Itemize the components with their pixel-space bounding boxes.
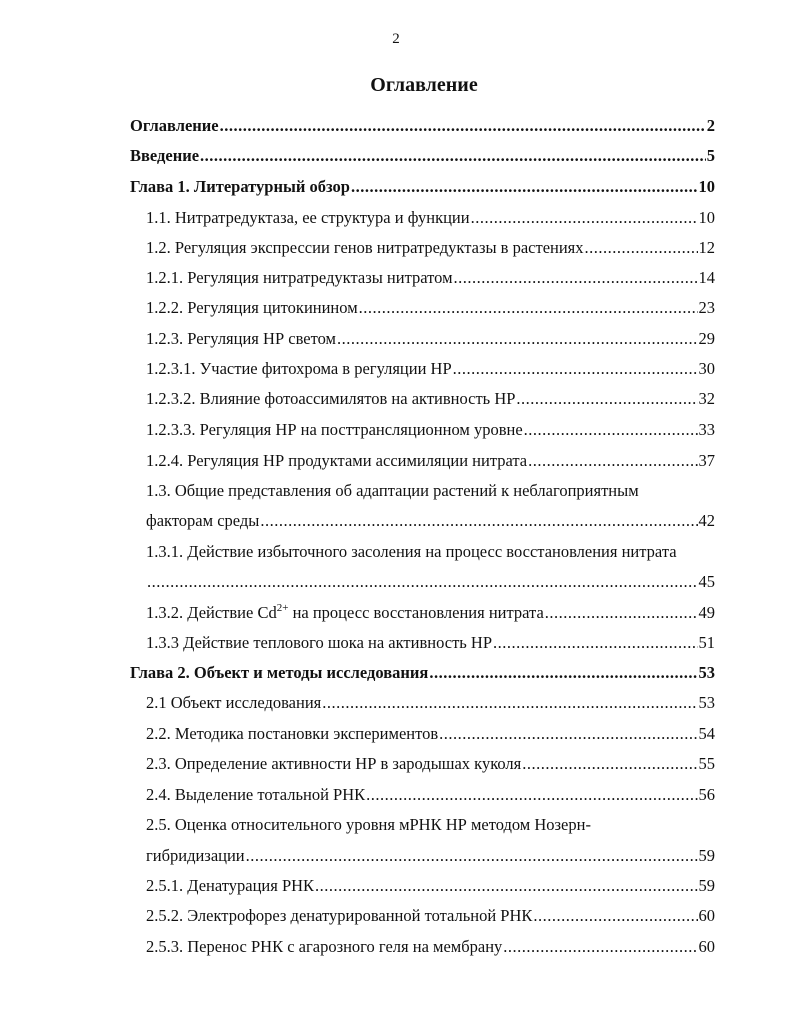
toc-entry-title: Оглавление (130, 116, 219, 135)
toc-entry-page: 42 (698, 511, 715, 530)
toc-leader-dots (351, 177, 698, 197)
toc-entry-line1[interactable]: 1.3. Общие представления об адаптации растений к неблагоприятным (146, 481, 639, 500)
toc-entry-page: 2 (706, 116, 715, 135)
toc-entry-page: 29 (698, 329, 715, 348)
toc-entry-line1[interactable]: 2.5. Оценка относительного уровня мРНК НР методом Нозерн- (146, 815, 591, 834)
toc-leader-dots (545, 603, 698, 623)
toc-entry[interactable] (146, 846, 715, 870)
toc-entry-title: 1.2.2. Регуляция цитокинином (146, 298, 358, 317)
toc-entry[interactable] (146, 511, 715, 535)
toc-entry[interactable] (130, 116, 715, 140)
toc-entry-page: 45 (698, 572, 715, 591)
toc-entry-page: 51 (698, 633, 715, 652)
toc-entry-superscript: 2+ (276, 602, 289, 614)
toc-entry-title: 1.2. Регуляция экспрессии генов нитратредуктазы в растениях (146, 238, 584, 257)
toc-entry-title: 1.2.3.2. Влияние фотоассимилятов на активность НР (146, 389, 516, 408)
toc-entry-title: факторам среды (146, 511, 260, 530)
toc-entry-title (146, 603, 544, 623)
toc-entry-title: 2.5.2. Электрофорез денатурированной тотальной РНК (146, 906, 533, 925)
toc-leader-dots (246, 846, 698, 866)
toc-entry[interactable] (146, 937, 715, 961)
toc-leader-dots (503, 937, 697, 957)
toc-entry-title: 1.2.1. Регуляция нитратредуктазы нитратом (146, 268, 453, 287)
toc-entry-title: 2.2. Методика постановки экспериментов (146, 724, 439, 743)
toc-entry-title: 1.3.3 Действие теплового шока на активность НР (146, 633, 493, 652)
toc-entry[interactable] (130, 146, 715, 170)
toc-entry-title: Введение (130, 146, 200, 165)
toc-entry[interactable] (146, 754, 715, 778)
toc-entry[interactable] (146, 268, 715, 292)
toc-entry-page: 5 (706, 146, 715, 165)
toc-leader-dots (359, 298, 698, 318)
toc-entry-page: 32 (698, 389, 715, 408)
toc-entry-page: 53 (698, 663, 715, 682)
toc-entry[interactable] (146, 238, 715, 262)
toc-entry-page: 49 (698, 603, 715, 622)
toc-entry-page: 37 (698, 451, 715, 470)
page-title: Оглавление (370, 74, 478, 96)
toc-entry[interactable] (130, 663, 715, 687)
toc-leader-dots (533, 906, 697, 926)
toc-entry-page: 60 (698, 906, 715, 925)
toc-entry-title: Глава 1. Литературный обзор (130, 177, 350, 196)
toc-entry-page: 12 (698, 238, 715, 257)
toc-entry-title: 2.4. Выделение тотальной РНК (146, 785, 366, 804)
toc-entry[interactable] (146, 693, 715, 717)
toc-leader-dots (260, 511, 697, 531)
toc-entry-page: 30 (698, 359, 715, 378)
toc-entry-title: 1.2.3.1. Участие фитохрома в регуляции НР (146, 359, 452, 378)
toc-entry-title: 2.5.1. Денатурация РНК (146, 876, 315, 895)
toc-entry-title-part: на процесс восстановления нитрата (288, 603, 544, 622)
toc-entry[interactable] (146, 603, 715, 627)
toc-entry[interactable] (146, 420, 715, 444)
toc-entry-title: Глава 2. Объект и методы исследования (130, 663, 429, 682)
toc-leader-dots (429, 663, 697, 683)
toc-leader-dots (528, 451, 697, 471)
toc-leader-dots (322, 693, 697, 713)
toc-entry-title-part: 1.3.2. Действие Cd (146, 603, 277, 622)
toc-entry-page: 53 (698, 693, 715, 712)
toc-entry-page: 23 (698, 298, 715, 317)
toc-entry-page: 33 (698, 420, 715, 439)
toc-entry[interactable] (146, 876, 715, 900)
page-number: 2 (392, 31, 400, 47)
toc-entry-page: 55 (698, 754, 715, 773)
toc-entry[interactable] (146, 208, 715, 232)
toc-entry-title: 1.2.3.3. Регуляция НР на посттрансляционном уровне (146, 420, 523, 439)
toc-entry[interactable] (146, 572, 715, 596)
toc-leader-dots (147, 572, 698, 592)
toc-leader-dots (439, 724, 697, 744)
toc-leader-dots (220, 116, 706, 136)
toc-entry[interactable] (146, 451, 715, 475)
toc-entry[interactable] (146, 633, 715, 657)
toc-leader-dots (585, 238, 698, 258)
toc-entry[interactable] (146, 359, 715, 383)
toc-entry-page: 56 (698, 785, 715, 804)
toc-entry-page: 14 (698, 268, 715, 287)
toc-leader-dots (516, 389, 697, 409)
toc-entry[interactable] (146, 906, 715, 930)
toc-entry-page: 10 (698, 208, 715, 227)
toc-entry[interactable] (146, 785, 715, 809)
toc-leader-dots (366, 785, 697, 805)
toc-leader-dots (471, 208, 698, 228)
toc-entry-title: 2.3. Определение активности НР в зародышах куколя (146, 754, 522, 773)
toc-entry-title: 2.1 Объект исследования (146, 693, 322, 712)
toc-leader-dots (200, 146, 706, 166)
toc-entry-page: 54 (698, 724, 715, 743)
toc-entry-title: 2.5.3. Перенос РНК с агарозного геля на мембрану (146, 937, 503, 956)
toc-entry[interactable] (146, 298, 715, 322)
toc-entry-page: 10 (698, 177, 715, 196)
toc-leader-dots (453, 359, 698, 379)
toc-entry[interactable] (146, 724, 715, 748)
toc-entry-title: 1.2.3. Регуляция НР светом (146, 329, 336, 348)
toc-entry[interactable] (130, 177, 715, 201)
toc-entry-title: гибридизации (146, 846, 245, 865)
toc-entry-page: 60 (698, 937, 715, 956)
toc-entry-page: 59 (698, 876, 715, 895)
toc-entry-title: 1.2.4. Регуляция НР продуктами ассимиляции нитрата (146, 451, 528, 470)
toc-leader-dots (522, 754, 697, 774)
toc-leader-dots (493, 633, 697, 653)
toc-leader-dots (337, 329, 698, 349)
toc-entry-line1[interactable]: 1.3.1. Действие избыточного засоления на процесс восстановления нитрата (146, 542, 677, 561)
toc-entry-page: 59 (698, 846, 715, 865)
toc-entry[interactable] (146, 329, 715, 353)
toc-leader-dots (454, 268, 698, 288)
toc-leader-dots (315, 876, 697, 896)
toc-entry[interactable] (146, 389, 715, 413)
toc-leader-dots (524, 420, 698, 440)
toc-entry-title: 1.1. Нитратредуктаза, ее структура и функции (146, 208, 470, 227)
